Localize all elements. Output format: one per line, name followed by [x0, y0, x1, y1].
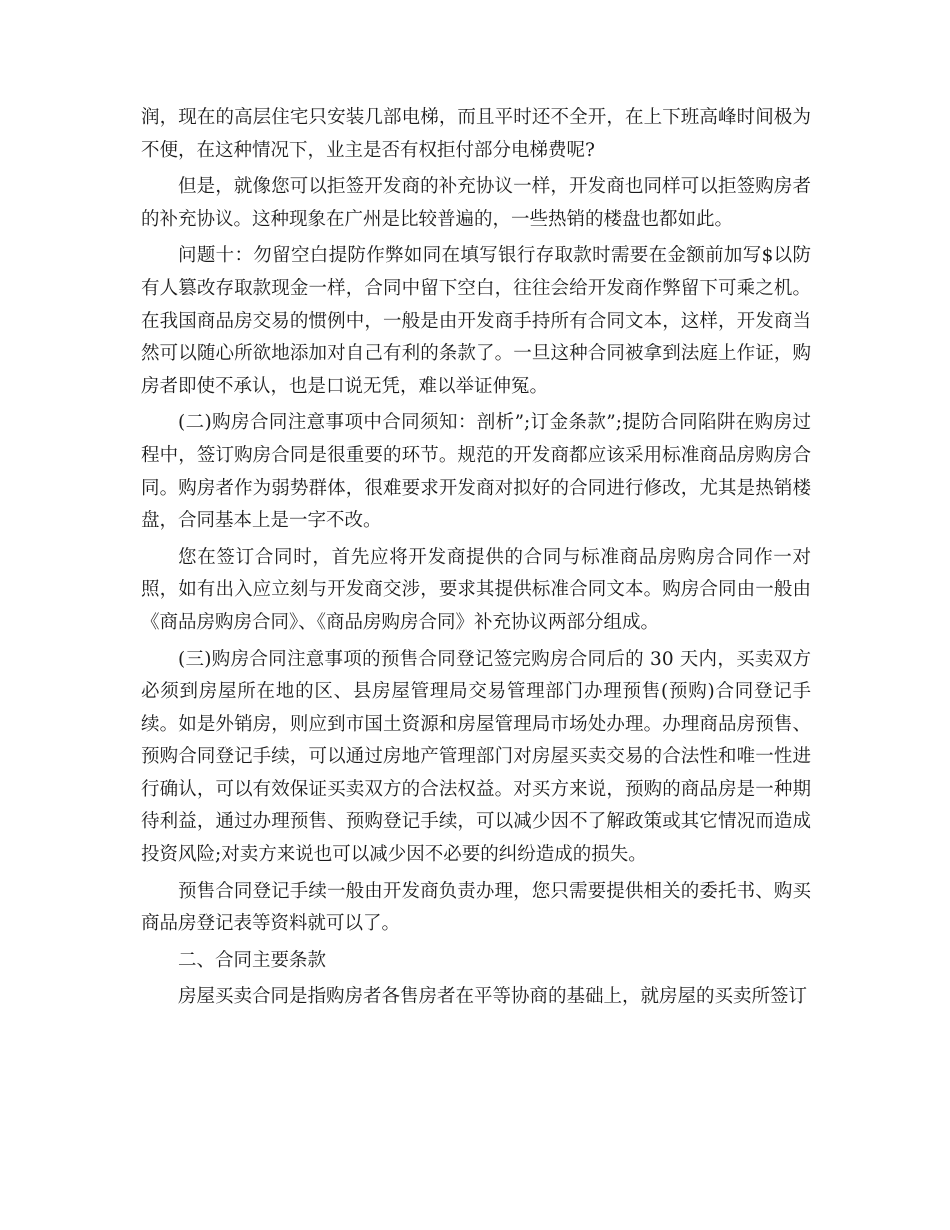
paragraph-sale-contract-definition: 房屋买卖合同是指购房者各售房者在平等协商的基础上，就房屋的买卖所签订: [178, 986, 808, 1008]
paragraph-presale-registration: (三)购房合同注意事项的预售合同登记签完购房合同后的 30 天内，买卖双方必须到房屋所在地的区、县房屋管理局交易管理部门办理预售(预购)合同登记手续。如是外销房，则应到市国土资源和房屋管理局市场处办理。办理商品房预售、预购合同登记手续，可以通过房地产管理部门对房屋买卖交易的合法性和唯一性进行确认，可以有效保证买卖双方的合法权益。对买方来说，预购的商品房是一种期待利益，通过办理预售、预购登记手续，可以减少因不了解政策或其它情况而造成投资风险;对卖方来说也可以减少因不必要的纠纷造成的损失。: [141, 648, 811, 866]
document-body: [141, 102, 811, 1018]
paragraph-contract-comparison: 您在签订合同时，首先应将开发商提供的合同与标准商品房购房合同作一对照，如有出入应立刻与开发商交涉，要求其提供标准合同文本。购房合同由一般由《商品房购房合同》、《商品房购房合同》补充协议两部分组成。: [141, 546, 811, 633]
paragraph-elevator-fee: 润，现在的高层住宅只安装几部电梯，而且平时还不全开，在上下班高峰时间极为不便，在这种情况下，业主是否有权拒付部分电梯费呢?: [141, 107, 811, 161]
section-heading-main-clauses: 二、合同主要条款: [178, 949, 327, 971]
paragraph-question-ten: 问题十：勿留空白提防作弊如同在填写银行存取款时需要在金额前加写$以防有人篡改存取款现金一样，合同中留下空白，往往会给开发商作弊留下可乘之机。在我国商品房交易的惯例中，一般是由开发商手持所有合同文本，这样，开发商当然可以随心所欲地添加对自己有利的条款了。一旦这种合同被拿到法庭上作证，购房者即使不承认，也是口说无凭，难以举证伸冤。: [141, 245, 811, 397]
paragraph-registration-procedure: 预售合同登记手续一般由开发商负责办理，您只需要提供相关的委托书、购买商品房登记表等资料就可以了。: [141, 880, 811, 935]
paragraph-supplementary-agreement: 但是，就像您可以拒签开发商的补充协议一样，开发商也同样可以拒签购房者的补充协议。这种现象在广州是比较普遍的，一些热销的楼盘也都如此。: [141, 176, 811, 230]
paragraph-contract-notice: (二)购房合同注意事项中合同须知：剖析”;订金条款”;提防合同陷阱在购房过程中，签订购房合同是很重要的环节。规范的开发商都应该采用标准商品房购房合同。购房者作为弱势群体，很难要求开发商对拟好的合同进行修改，尤其是热销楼盘，合同基本上是一字不改。: [141, 412, 811, 532]
